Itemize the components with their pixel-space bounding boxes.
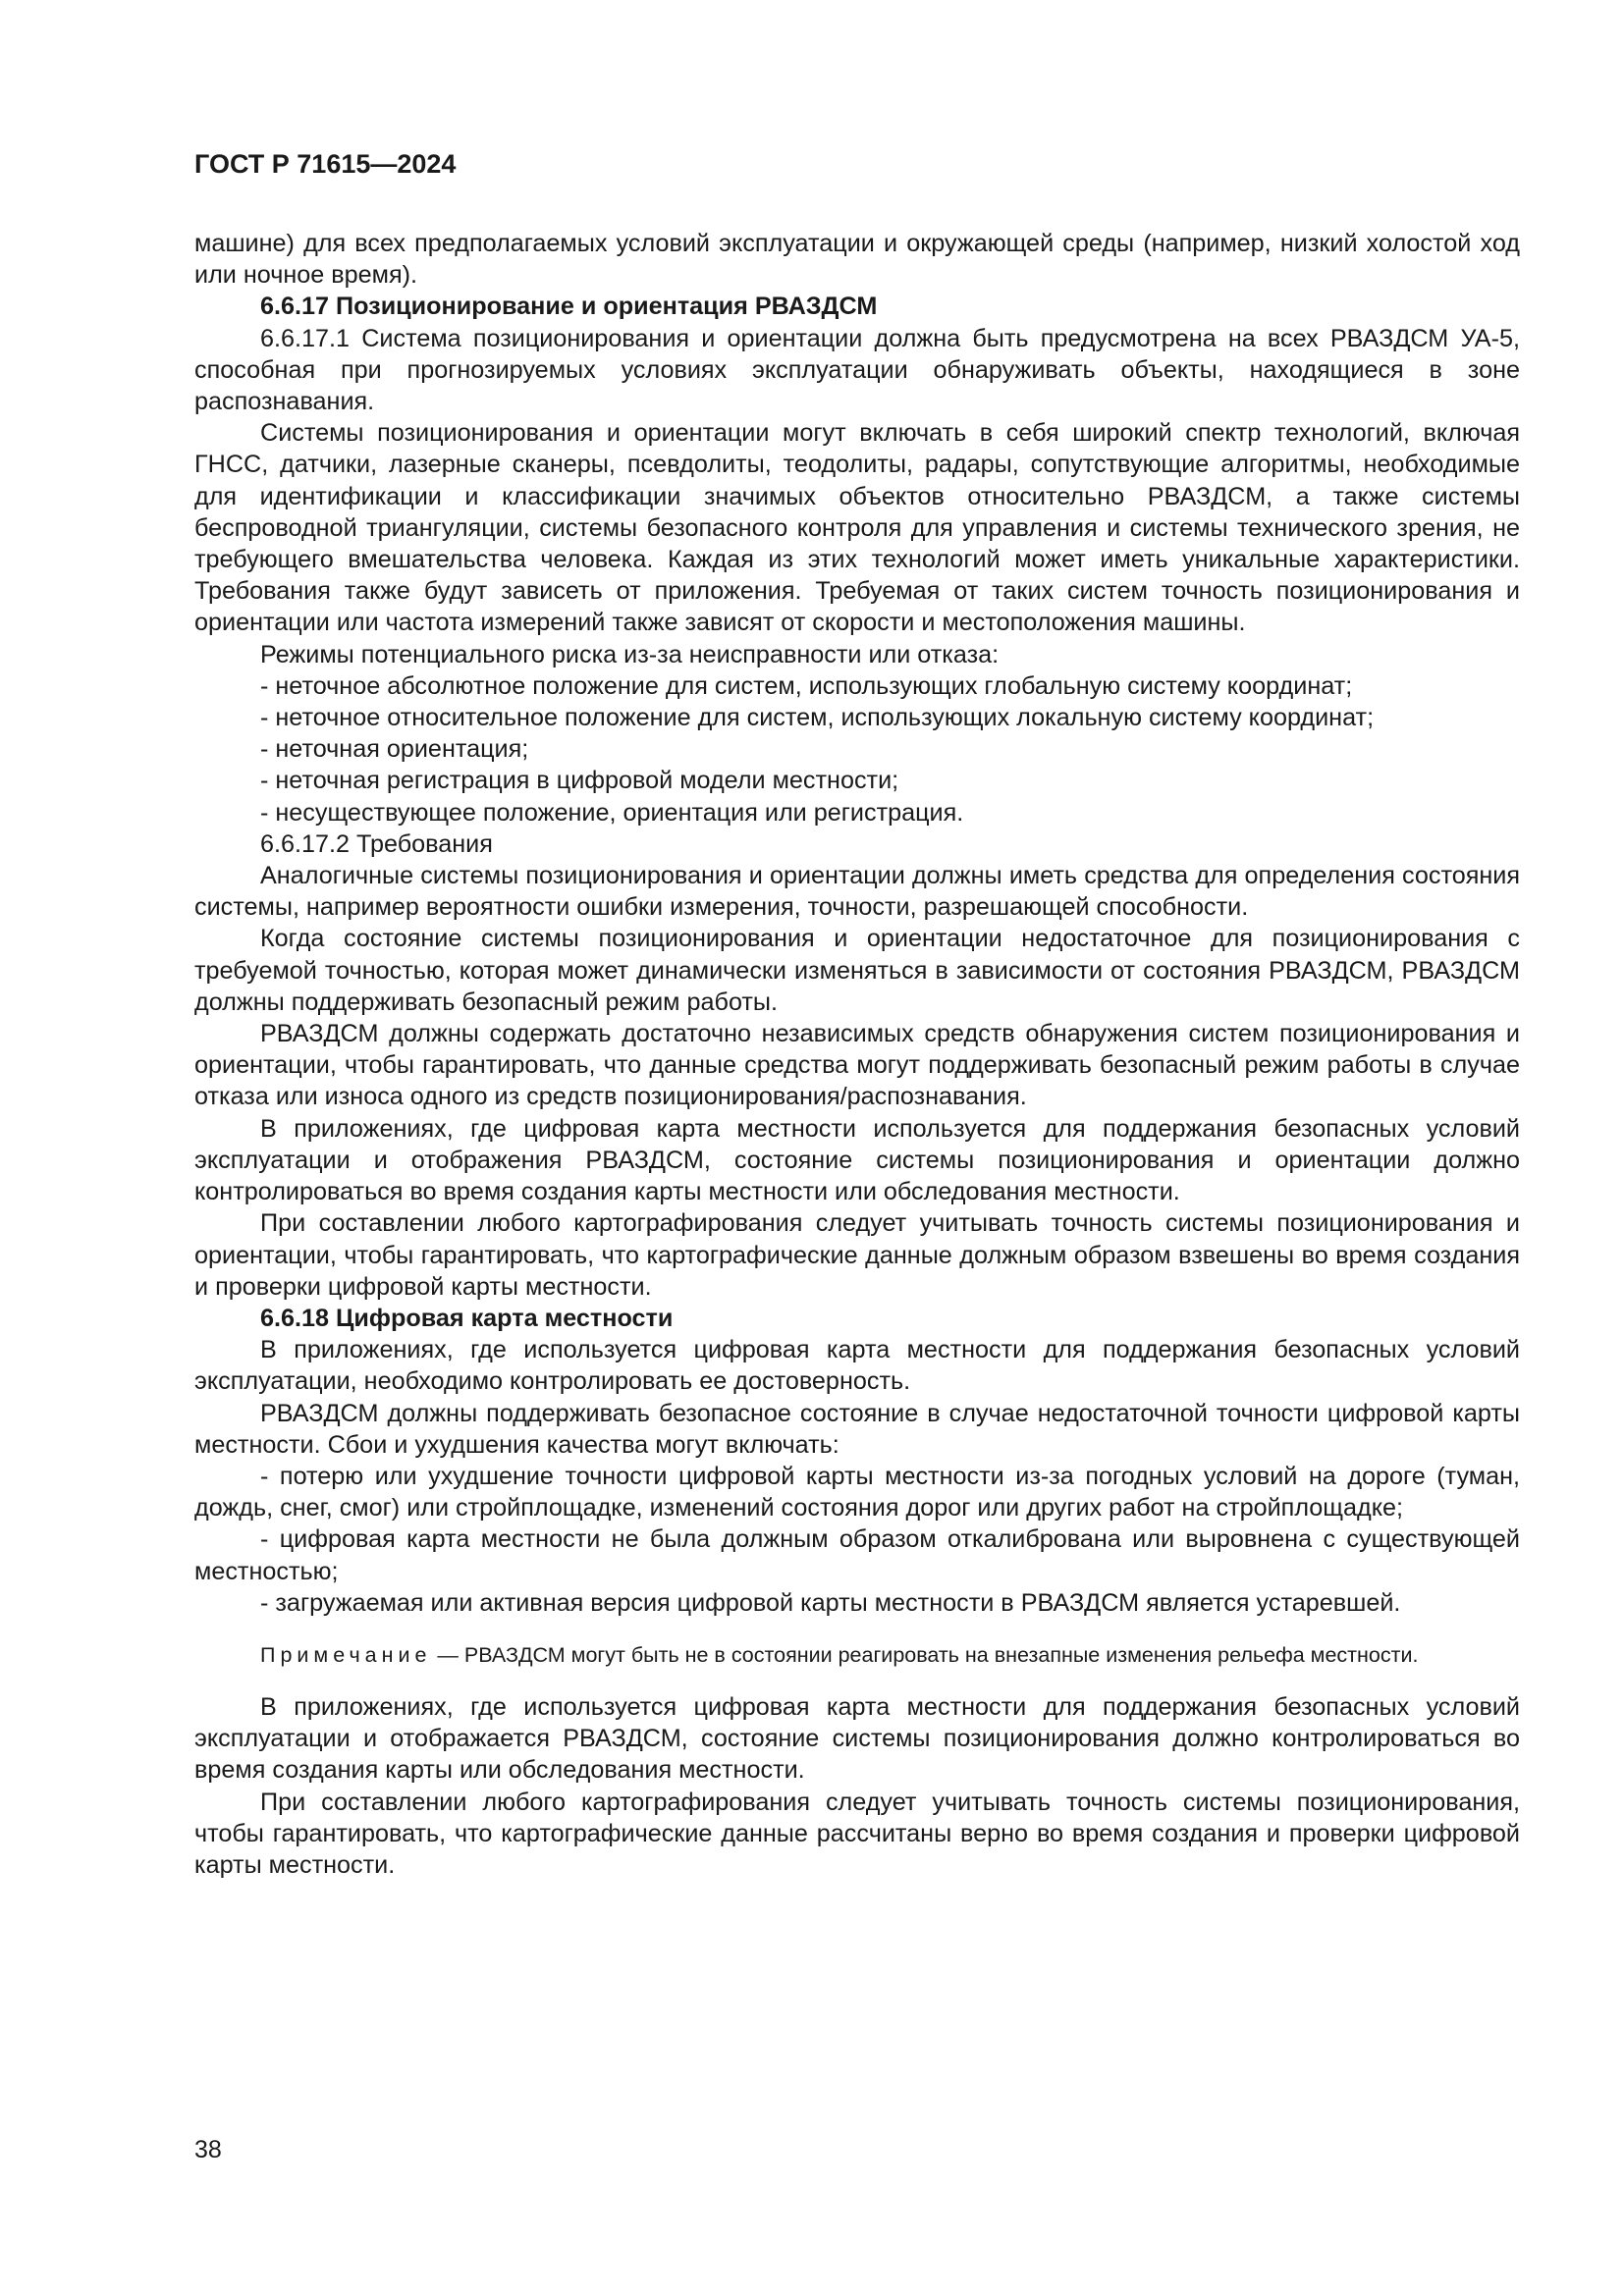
subsection-title: 6.6.17.2 Требования [260, 829, 493, 858]
failure-list [194, 1461, 1520, 1619]
paragraph: РВАЗДСМ должны поддерживать безопасное состояние в случае недостаточной точности цифровой карты местности. Сбои и ухудшения качества могут включать: [194, 1399, 1520, 1459]
note [194, 1640, 1520, 1670]
paragraph-continuation: машине) для всех предполагаемых условий эксплуатации и окружающей среды (например, низкий холостой ход или ночное время). [194, 230, 1520, 290]
list-item: - неточная регистрация в цифровой модели местности; [260, 767, 899, 795]
paragraph: В приложениях, где используется цифровая карта местности для поддержания безопасных условий эксплуатации, необходимо контролировать ее достоверность. [194, 1336, 1520, 1396]
paragraph: 6.6.17.1 Система позиционирования и ориентации должна быть предусмотрена на всех РВАЗДСМ УА-5, способная при прогнозируемых условиях эксплуатации обнаруживать объекты, находящиеся в зоне распознавания. [194, 324, 1520, 416]
section-heading-6-6-18: 6.6.18 Цифровая карта местности [260, 1304, 674, 1332]
document-header: ГОСТ Р 71615—2024 [194, 149, 457, 179]
list-item: - цифровая карта местности не была должным образом откалибрована или выровнена с существующей местностью; [194, 1525, 1520, 1585]
list-item: - неточное относительное положение для систем, использующих локальную систему координат; [260, 704, 1375, 732]
paragraph: При составлении любого картографирования следует учитывать точность системы позиционирования, чтобы гарантировать, что картографические данные рассчитаны верно во время создания и проверки цифровой карты местности. [194, 1788, 1520, 1879]
paragraph: Аналогичные системы позиционирования и ориентации должны иметь средства для определения состояния системы, например вероятности ошибки измерения, точности, разрешающей способности. [194, 862, 1520, 922]
paragraph: В приложениях, где используется цифровая карта местности для поддержания безопасных условий эксплуатации и отображается РВАЗДСМ, состояние системы позиционирования должно контролироваться во время создания карты или обследования местности. [194, 1692, 1520, 1785]
paragraph: В приложениях, где цифровая карта местности используется для поддержания безопасных условий эксплуатации и отображения РВАЗДСМ, состояние системы позиционирования и ориентации должно контролироваться во время создания карты местности или обследования местности. [194, 1114, 1520, 1206]
paragraph: Когда состояние системы позиционирования и ориентации недостаточное для позиционирования с требуемой точностью, которая может динамически изменяться в зависимости от состояния РВАЗДСМ, РВАЗДСМ должны поддерживать безопасный режим работы. [194, 925, 1520, 1016]
paragraph: Системы позиционирования и ориентации могут включать в себя широкий спектр технологий, включая ГНСС, датчики, лазерные сканеры, псевдолиты, теодолиты, радары, сопутствующие алгоритмы, необходимые для идентификации и классификации значимых объектов относительно РВАЗДСМ, а также системы беспроводной триангуляции, системы безопасного контроля для управления и системы технического зрения, не требующего вмешательства человека. Каждая из этих технологий может иметь уникальные характеристики. Требования также будут зависеть от приложения. Требуемая от таких систем точность позиционирования и ориентации или частота измерений также зависят от скорости и местоположения машины. [194, 419, 1520, 637]
list-item: - несуществующее положение, ориентация или регистрация. [260, 798, 964, 827]
paragraph: При составлении любого картографирования следует учитывать точность системы позиционирования и ориентации, чтобы гарантировать, что картографические данные должным образом взвешены во время создания и проверки цифровой карты местности. [194, 1209, 1520, 1301]
list-item: - загружаемая или активная версия цифровой карты местности в РВАЗДСМ является устаревшей. [260, 1588, 1401, 1617]
note-label: Примечание [260, 1642, 432, 1667]
list-item: - неточная ориентация; [260, 735, 529, 764]
paragraph: РВАЗДСМ должны содержать достаточно независимых средств обнаружения систем позиционирования и ориентации, чтобы гарантировать, что данные средства могут поддерживать безопасный режим работы в случае отказа или износа одного из средств позиционирования/распознавания. [194, 1020, 1520, 1111]
document-page [194, 147, 1520, 1881]
list-item: - неточное абсолютное положение для систем, использующих глобальную систему координат; [260, 671, 1353, 700]
note-text: — РВАЗДСМ могут быть не в состоянии реагировать на внезапные изменения рельефа местности. [431, 1642, 1419, 1667]
risk-list [194, 670, 1520, 828]
paragraph: Режимы потенциального риска из-за неисправности или отказа: [260, 640, 1000, 668]
section-heading-6-6-17: 6.6.17 Позиционирование и ориентация РВАЗДСМ [260, 293, 878, 321]
page-number: 38 [194, 2136, 222, 2163]
list-item: - потерю или ухудшение точности цифровой карты местности из-за погодных условий на дороге (туман, дождь, снег, смог) или стройплощадке, изменений состояния дорог или других работ на стройплощадке; [194, 1462, 1520, 1522]
